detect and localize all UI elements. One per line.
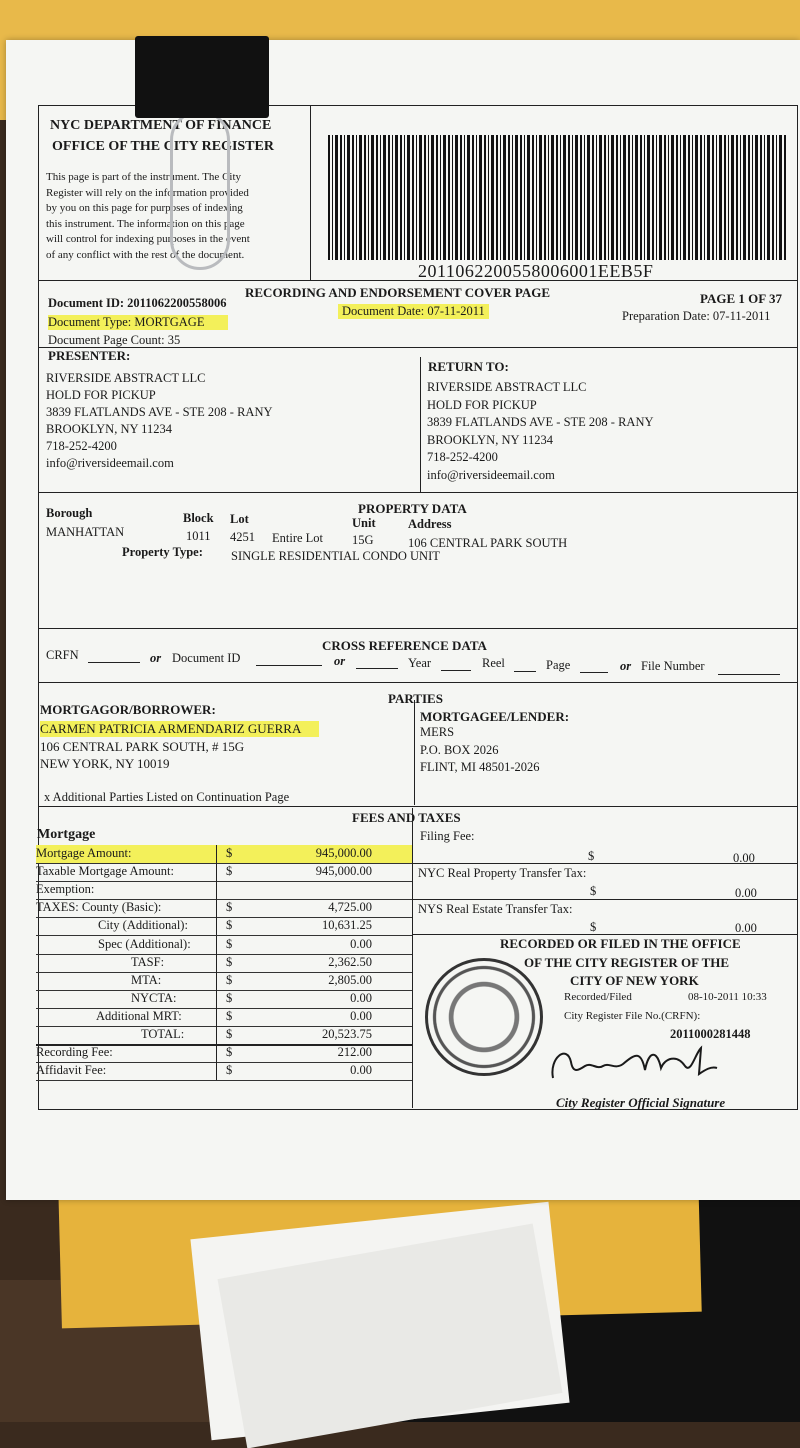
recorded-line1: RECORDED OR FILED IN THE OFFICE bbox=[500, 936, 741, 951]
fee-value: 20,523.75 bbox=[322, 1027, 372, 1041]
block-label: Block bbox=[183, 511, 214, 525]
fee-label: Spec (Additional): bbox=[98, 936, 191, 951]
cover-title: RECORDING AND ENDORSEMENT COVER PAGE bbox=[245, 285, 551, 300]
reel-field-label: Reel bbox=[482, 656, 505, 670]
fee-label: MTA: bbox=[131, 972, 162, 987]
fee-row bbox=[36, 1008, 412, 1027]
presenter-address: RIVERSIDE ABSTRACT LLC HOLD FOR PICKUP 3839 FLATLANDS AVE - STE 208 - RANY BROOKLYN, NY 11234 718-252-4200 info@riversideemail.com bbox=[46, 371, 273, 470]
page-count: Document Page Count: 35 bbox=[48, 333, 181, 347]
fee-label: Recording Fee: bbox=[36, 1045, 113, 1060]
binder-clip-wire bbox=[170, 110, 230, 270]
unit-value: 15G bbox=[352, 533, 374, 547]
additional-parties-note: x Additional Parties Listed on Continuation Page bbox=[44, 790, 290, 804]
fee-currency: $ bbox=[226, 954, 233, 969]
cross-ref-title: CROSS REFERENCE DATA bbox=[322, 638, 487, 653]
fee-value: 2,362.50 bbox=[328, 954, 372, 969]
property-type-value: SINGLE RESIDENTIAL CONDO UNIT bbox=[231, 549, 440, 563]
fee-currency: $ bbox=[226, 1008, 233, 1023]
unit-label: Unit bbox=[352, 516, 376, 530]
address-label: Address bbox=[408, 517, 452, 531]
preparation-date: Preparation Date: 07-11-2011 bbox=[622, 309, 771, 323]
document-id-field-label: Document ID bbox=[172, 651, 241, 665]
fee-row bbox=[36, 881, 412, 900]
fee-currency: $ bbox=[226, 972, 233, 987]
fee-currency: $ bbox=[226, 936, 233, 951]
document-id: Document ID: 2011062200558006 bbox=[48, 296, 227, 310]
filing-fee-label: Filing Fee: bbox=[420, 829, 475, 843]
official-signature bbox=[545, 1040, 725, 1085]
lot-label: Lot bbox=[230, 512, 249, 526]
barcode-number: 2011062200558006001EEB5F bbox=[418, 261, 654, 281]
fee-row bbox=[36, 1062, 412, 1081]
fee-row bbox=[36, 845, 412, 864]
dept-line2: OFFICE OF THE CITY REGISTER bbox=[52, 139, 274, 154]
presenter-label: PRESENTER: bbox=[48, 348, 131, 363]
fee-row bbox=[36, 990, 412, 1009]
file-number-field-label: File Number bbox=[641, 659, 705, 673]
document-date: Document Date: 07-11-2011 bbox=[338, 304, 489, 319]
lot-note: Entire Lot bbox=[272, 531, 324, 545]
crfn-label: CRFN bbox=[46, 648, 79, 662]
recorded-line2: OF THE CITY REGISTER OF THE bbox=[524, 955, 730, 970]
block-value: 1011 bbox=[186, 529, 211, 543]
property-type-label: Property Type: bbox=[122, 545, 203, 559]
fee-value: 0.00 bbox=[350, 1063, 372, 1078]
return-to-label: RETURN TO: bbox=[428, 359, 509, 374]
fee-row bbox=[36, 954, 412, 973]
recorded-line3: CITY OF NEW YORK bbox=[570, 973, 699, 988]
fee-row bbox=[36, 936, 412, 955]
fee-currency: $ bbox=[226, 864, 233, 879]
fee-currency: $ bbox=[226, 1027, 233, 1041]
nyc-transfer-tax-label: NYC Real Property Transfer Tax: bbox=[418, 866, 587, 880]
parties-title: PARTIES bbox=[388, 691, 443, 706]
nys-transfer-tax-value: 0.00 bbox=[735, 921, 757, 935]
fee-currency: $ bbox=[226, 918, 233, 933]
fees-title: FEES AND TAXES bbox=[352, 810, 461, 825]
mortgagee-label: MORTGAGEE/LENDER: bbox=[420, 709, 570, 724]
fee-currency: $ bbox=[226, 1063, 233, 1078]
notice-text: This page is part of the instrument. The City Register will rely on the information provided by you on this page for purposes of indexing this instrument. The information on this page will control for indexing purposes in the event of any conflict with the rest of the document. bbox=[46, 171, 250, 261]
fee-row bbox=[36, 917, 412, 936]
fee-value: 945,000.00 bbox=[315, 846, 372, 860]
mortgagor-name: CARMEN PATRICIA ARMENDARIZ GUERRA bbox=[40, 721, 319, 737]
fee-row bbox=[36, 899, 412, 918]
lot-value: 4251 bbox=[230, 530, 255, 544]
fee-row bbox=[36, 972, 412, 991]
recorded-filed-label: Recorded/Filed bbox=[564, 991, 632, 1003]
fee-label: TAXES: County (Basic): bbox=[36, 900, 162, 915]
nyc-transfer-tax-value: 0.00 bbox=[735, 886, 757, 900]
fee-currency: $ bbox=[226, 990, 233, 1005]
fee-currency: $ bbox=[226, 900, 233, 915]
barcode-image bbox=[328, 135, 786, 260]
page-number: PAGE 1 OF 37 bbox=[700, 291, 782, 306]
borough-label: Borough bbox=[46, 506, 93, 520]
year-field-label: Year bbox=[408, 656, 432, 670]
fee-value: 0.00 bbox=[350, 1008, 372, 1023]
fee-value: 0.00 bbox=[350, 990, 372, 1005]
fee-value: 0.00 bbox=[350, 936, 372, 951]
mortgagor-label: MORTGAGOR/BORROWER: bbox=[40, 702, 216, 717]
fee-label: NYCTA: bbox=[131, 990, 177, 1005]
fee-currency: $ bbox=[226, 846, 233, 860]
fee-label: City (Additional): bbox=[98, 918, 188, 933]
fee-value: 212.00 bbox=[337, 1045, 372, 1060]
fee-value: 4,725.00 bbox=[328, 900, 372, 915]
fee-label: TASF: bbox=[131, 954, 165, 969]
mortgage-label: Mortgage bbox=[37, 827, 96, 842]
fee-label: Exemption: bbox=[36, 882, 95, 897]
fee-value: 10,631.25 bbox=[322, 918, 372, 933]
mortgagee-address: MERS P.O. BOX 2026 FLINT, MI 48501-2026 bbox=[420, 725, 540, 774]
filing-fee-value: 0.00 bbox=[733, 851, 755, 865]
fee-label: Taxable Mortgage Amount: bbox=[36, 864, 174, 879]
fee-currency: $ bbox=[226, 1045, 233, 1060]
fee-value: 2,805.00 bbox=[328, 972, 372, 987]
crfn-file-value: 2011000281448 bbox=[670, 1027, 751, 1041]
fee-row bbox=[36, 863, 412, 882]
signature-caption: City Register Official Signature bbox=[556, 1095, 726, 1110]
fee-label: Affidavit Fee: bbox=[36, 1063, 107, 1078]
fee-value: 945,000.00 bbox=[315, 864, 372, 879]
document-type: Document Type: MORTGAGE bbox=[48, 315, 228, 330]
fee-label: TOTAL: bbox=[141, 1027, 185, 1041]
fee-label: Additional MRT: bbox=[96, 1008, 182, 1023]
property-section-title: PROPERTY DATA bbox=[358, 501, 467, 516]
address-value: 106 CENTRAL PARK SOUTH bbox=[408, 536, 568, 550]
fee-label: Mortgage Amount: bbox=[36, 846, 132, 860]
recorded-filed-value: 08-10-2011 10:33 bbox=[688, 991, 767, 1003]
page-field-label: Page bbox=[546, 658, 571, 672]
nys-transfer-tax-label: NYS Real Estate Transfer Tax: bbox=[418, 902, 573, 916]
crfn-file-label: City Register File No.(CRFN): bbox=[564, 1010, 701, 1022]
return-to-address: RIVERSIDE ABSTRACT LLC HOLD FOR PICKUP 3839 FLATLANDS AVE - STE 208 - RANY BROOKLYN, NY 11234 718-252-4200 info@riversideemail.com bbox=[427, 380, 654, 482]
dept-line1: NYC DEPARTMENT OF FINANCE bbox=[50, 118, 272, 133]
borough-value: MANHATTAN bbox=[46, 525, 125, 539]
fee-row bbox=[36, 1044, 412, 1063]
city-register-seal bbox=[425, 958, 543, 1076]
binder-clip bbox=[135, 36, 269, 118]
mortgagor-address: 106 CENTRAL PARK SOUTH, # 15G NEW YORK, NY 10019 bbox=[40, 739, 245, 771]
fee-row bbox=[36, 1026, 412, 1046]
